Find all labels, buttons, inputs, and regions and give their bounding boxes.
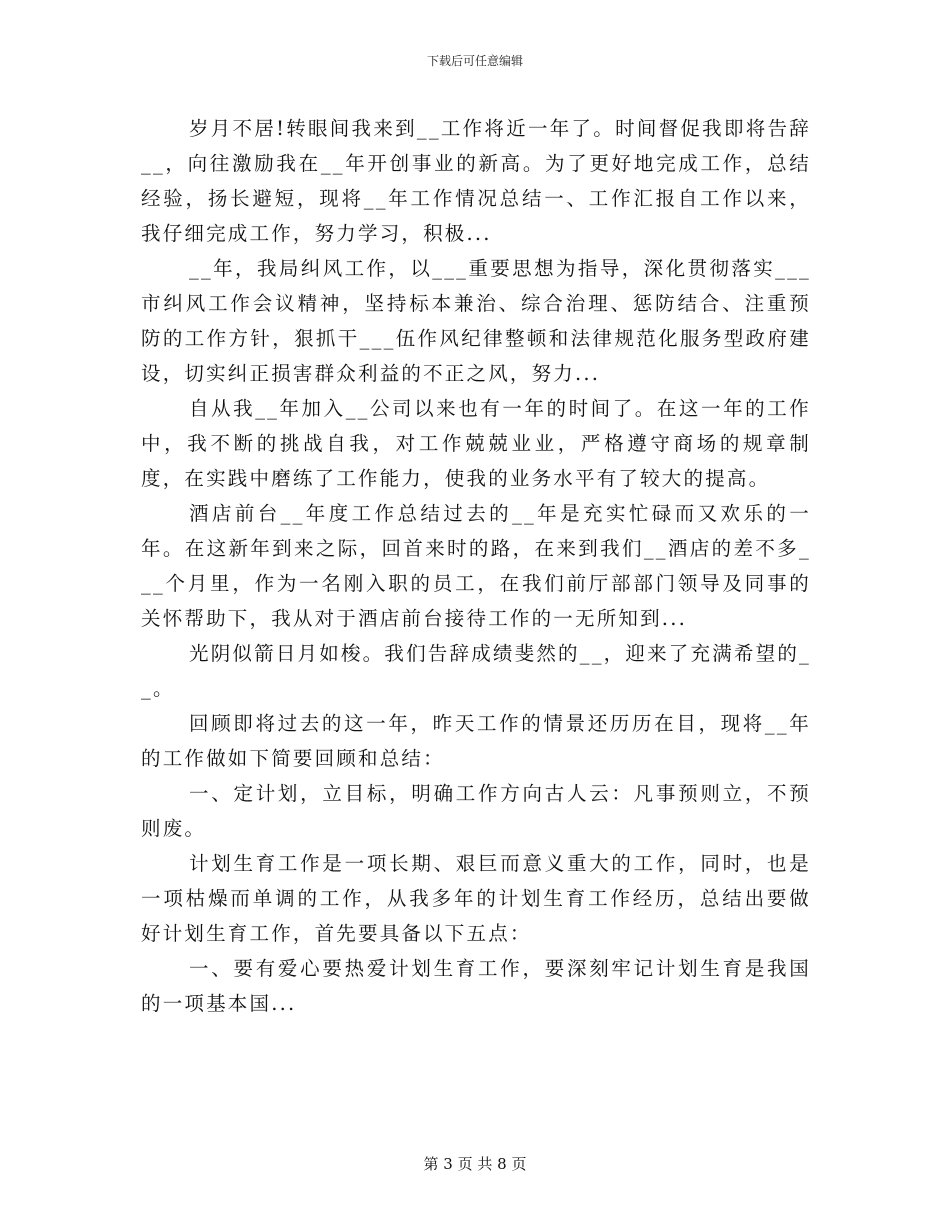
page-header: 下载后可任意编辑 <box>426 54 523 68</box>
paragraph-9: 一、要有爱心要热爱计划生育工作，要深刻牢记计划生育是我国的一项基本国... <box>141 957 811 1015</box>
paragraph-5: 光阴似箭日月如梭。我们告辞成绩斐然的__，迎来了充满希望的__。 <box>141 642 811 700</box>
paragraph-8: 计划生育工作是一项长期、艰巨而意义重大的工作，同时，也是一项枯燥而单调的工作，从我多年的计划生育工作经历，总结出要做好计划生育工作，首先要具备以下五点： <box>141 852 811 945</box>
paragraph-4: 酒店前台__年度工作总结过去的__年是充实忙碌而又欢乐的一年。在这新年到来之际，回首来时的路，在来到我们__酒店的差不多___个月里，作为一名刚入职的员工，在我们前厅部部门领导及同事的关怀帮助下，我从对于酒店前台接待工作的一无所知到... <box>141 502 811 630</box>
paragraph-3: 自从我__年加入__公司以来也有一年的时间了。在这一年的工作中，我不断的挑战自我，对工作兢兢业业，严格遵守商场的规章制度，在实践中磨练了工作能力，使我的业务水平有了较大的提高。 <box>141 397 811 490</box>
page-footer-page-number: 第 3 页 共 8 页 <box>423 1155 527 1173</box>
document-body <box>141 111 811 1021</box>
paragraph-7: 一、定计划，立目标，明确工作方向古人云：凡事预则立，不预则废。 <box>141 782 811 840</box>
paragraph-1: 岁月不居!转眼间我来到__工作将近一年了。时间督促我即将告辞__，向往激励我在__年开创事业的新高。为了更好地完成工作，总结经验，扬长避短，现将__年工作情况总结一、工作汇报自工作以来，我仔细完成工作，努力学习，积极... <box>141 117 811 245</box>
paragraph-6: 回顾即将过去的这一年，昨天工作的情景还历历在目，现将__年的工作做如下简要回顾和总结： <box>141 712 811 770</box>
paragraph-2: __年，我局纠风工作，以___重要思想为指导，深化贯彻落实___市纠风工作会议精神，坚持标本兼治、综合治理、惩防结合、注重预防的工作方针，狠抓干___伍作风纪律整顿和法律规范化服务型政府建设，切实纠正损害群众利益的不正之风，努力... <box>141 257 811 385</box>
